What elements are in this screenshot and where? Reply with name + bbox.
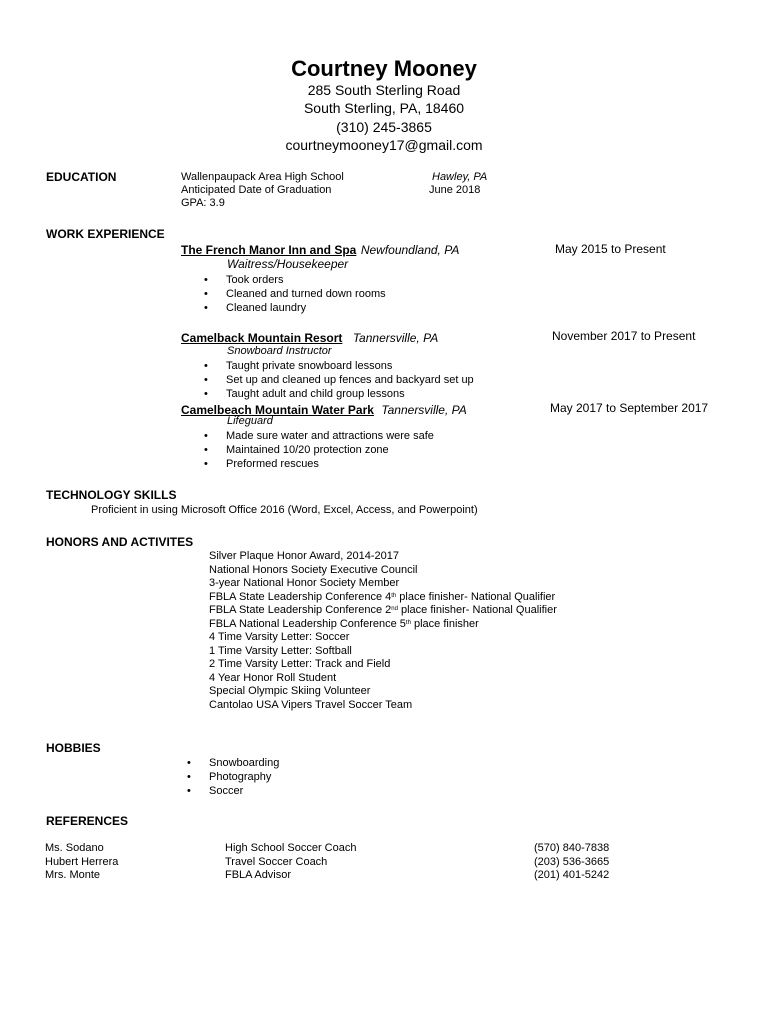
list-item: • Preformed rescues [226,457,434,471]
list-item: • Snowboarding [209,756,279,770]
school-location: Hawley, PA [432,171,488,183]
job-dates: November 2017 to Present [552,329,696,343]
gpa: GPA: 3.9 [181,197,225,209]
list-item: FBLA State Leadership Conference 2nd place finisher- National Qualifier [209,604,557,616]
list-item: • Soccer [209,784,279,798]
work-experience-heading: WORK EXPERIENCE [46,227,165,241]
technology-skills-text: Proficient in using Microsoft Office 2016 (Word, Excel, Access, and Powerpoint) [91,504,478,516]
list-item: • Cleaned laundry [226,301,386,315]
list-item: • Taught adult and child group lessons [226,387,474,401]
graduation-date: June 2018 [429,184,481,196]
technology-skills-heading: TECHNOLOGY SKILLS [46,488,177,502]
graduation-label: Anticipated Date of Graduation [181,184,332,196]
job-dates: May 2017 to September 2017 [550,401,709,415]
reference-name: Ms. Sodano [45,842,104,854]
list-item: • Set up and cleaned up fences and backyard set up [226,373,474,387]
job-duties-list [226,429,434,471]
list-item: • Made sure water and attractions were safe [226,429,434,443]
employer-name: Camelback Mountain Resort [181,331,343,345]
reference-role: FBLA Advisor [225,869,292,881]
employer-location: Newfoundland, PA [360,243,460,257]
employer-location: Tannersville, PA [381,403,467,417]
address-line-1: 285 South Sterling Road [307,82,461,98]
job-role: Snowboard Instructor [227,345,332,357]
applicant-name: Courtney Mooney [291,56,477,81]
honors-list [209,550,557,712]
job-role: Lifeguard [227,415,273,427]
list-item: Cantolao USA Vipers Travel Soccer Team [209,698,413,711]
address-line-2: South Sterling, PA, 18460 [303,100,465,116]
list-item: 1 Time Varsity Letter: Softball [209,644,352,657]
list-item: 2 Time Varsity Letter: Track and Field [209,658,391,670]
honors-heading: HONORS AND ACTIVITES [46,535,194,549]
list-item: FBLA National Leadership Conference 5th place finisher [209,617,479,630]
list-item: • Photography [209,770,279,784]
job-dates: May 2015 to Present [555,242,666,256]
reference-phone: (203) 536-3665 [534,855,610,868]
education-heading: EDUCATION [46,170,117,184]
reference-role: High School Soccer Coach [225,842,357,854]
list-item: FBLA State Leadership Conference 4th place finisher- National Qualifier [209,590,556,603]
employer-location: Tannersville, PA [352,331,439,345]
reference-roles [225,842,356,883]
school-name: Wallenpaupack Area High School [181,171,344,183]
hobbies-heading: HOBBIES [46,741,101,755]
hobbies-list [209,756,279,798]
list-item: • Took orders [226,273,386,287]
list-item: • Maintained 10/20 protection zone [226,443,434,457]
list-item: Special Olympic Skiing Volunteer [209,685,371,697]
email-address: courtneymooney17@gmail.com [285,137,483,153]
list-item: 3-year National Honor Society Member [209,577,400,589]
job-role: Waitress/Housekeeper [227,257,349,271]
reference-phone: (201) 401-5242 [534,869,610,881]
reference-phone: (570) 840-7838 [534,842,610,854]
job-duties-list [226,273,386,315]
phone-number: (310) 245-3865 [336,119,432,135]
list-item: Silver Plaque Honor Award, 2014-2017 [209,550,399,562]
list-item: • Taught private snowboard lessons [226,359,474,373]
reference-name: Mrs. Monte [45,869,101,881]
list-item: National Honors Society Executive Council [209,563,418,576]
list-item: 4 Year Honor Roll Student [209,671,337,684]
employer-name: The French Manor Inn and Spa [181,243,357,257]
reference-names [45,842,118,883]
job-duties-list [226,359,474,401]
job-header [181,401,467,419]
reference-role: Travel Soccer Coach [225,855,328,868]
employer-name: Camelbeach Mountain Water Park [181,403,374,417]
reference-phones [534,842,609,883]
list-item: • Cleaned and turned down rooms [226,287,386,301]
list-item: 4 Time Varsity Letter: Soccer [209,631,350,643]
references-heading: REFERENCES [46,814,129,828]
reference-name: Hubert Herrera [45,855,119,868]
